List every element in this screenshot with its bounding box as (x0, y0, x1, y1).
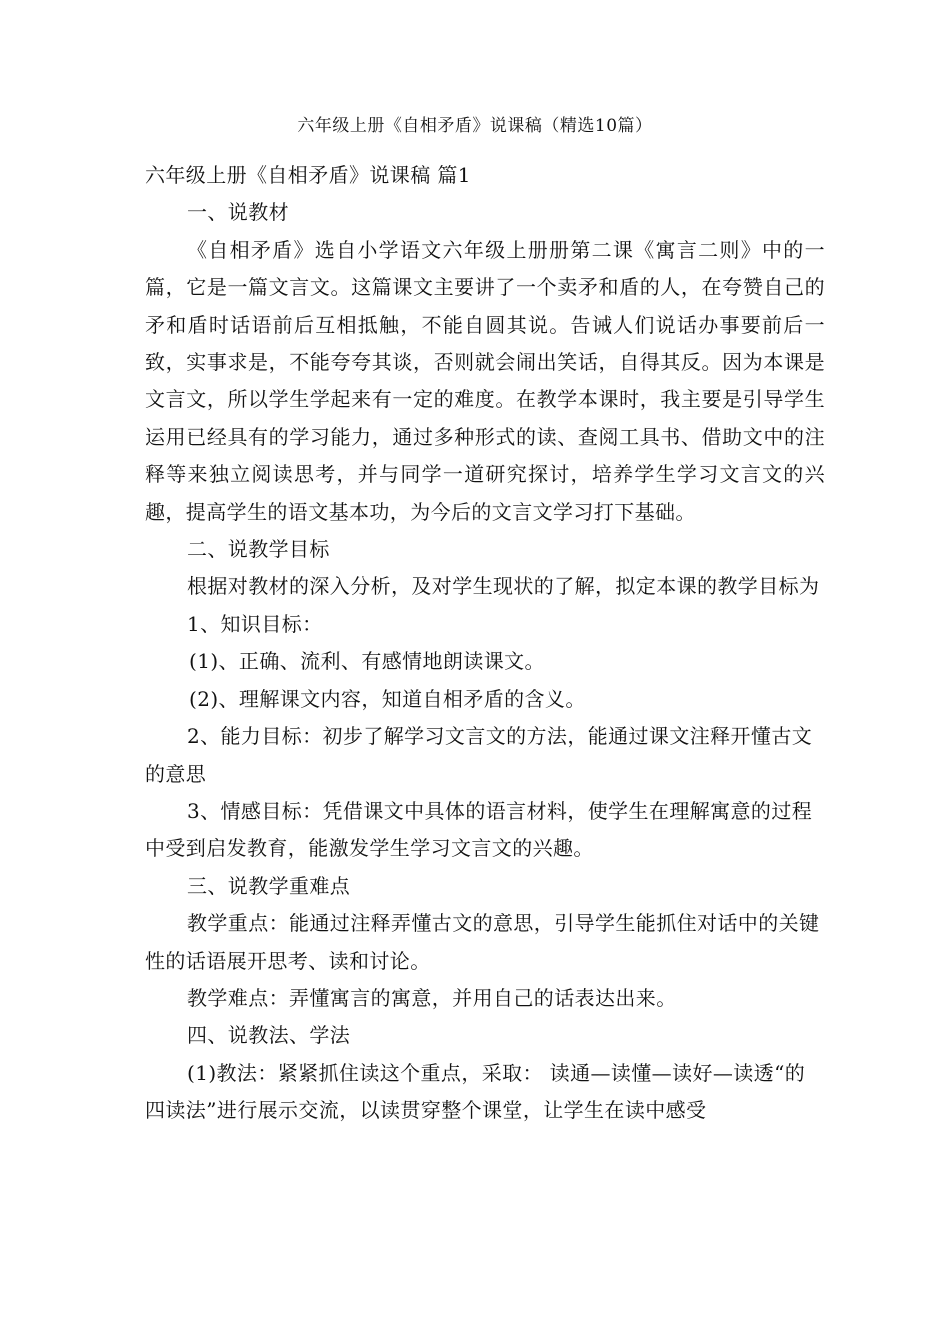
goal-emotion: 3、情感目标：凭借课文中具体的语言材料，使学生在理解寓意的过程中受到启发教育，能激发学生学习文言文的兴趣。 (145, 798, 813, 861)
section-heading-goals: 二、说教学目标 (187, 537, 330, 562)
goal-ability: 2、能力目标：初步了解学习文言文的方法，能通过课文注释开懂古文的意思 (145, 724, 813, 786)
section-heading-textbook: 一、说教材 (187, 200, 289, 225)
document-body (145, 157, 825, 1130)
section-heading-key-points: 三、说教学重难点 (187, 873, 351, 898)
document-title: 六年级上册《自相矛盾》说课稿（精选10篇） (297, 116, 653, 136)
goal-knowledge: 1、知识目标： (187, 611, 323, 636)
section-heading-methods: 四、说教法、学法 (187, 1023, 351, 1048)
goal-knowledge-1: (1)、正确、流利、有感情地朗读课文。 (189, 649, 545, 674)
paragraph-key-point: 教学重点：能通过注释弄懂古文的意思，引导学生能抓住对话中的关键性的话语展开思考、读和讨论。 (145, 911, 820, 973)
paragraph-teaching-method: (1)教法：紧紧抓住读这个重点，采取： 读通—读懂—读好—读透“的四读法”进行展示交流，以读贯穿整个课堂，让学生在读中感受 (145, 1060, 806, 1123)
article-heading: 六年级上册《自相矛盾》说课稿 篇1 (145, 163, 471, 187)
paragraph-difficulty: 教学难点：弄懂寓言的寓意，并用自己的话表达出来。 (187, 985, 677, 1010)
paragraph-goals-intro: 根据对教材的深入分析，及对学生现状的了解，拟定本课的教学目标为 (187, 574, 820, 599)
paragraph-textbook: 《自相矛盾》选自小学语文六年级上册册第二课《寓言二则》中的一篇，它是一篇文言文。这篇课文主要讲了一个卖矛和盾的人，在夸赞自己的矛和盾时话语前后互相抵触，不能自圆其说。告诫人们说话办事要前后一致，实事求是，不能夸夸其谈，否则就会闹出笑话，自得其反。因为本课是文言文，所以学生学起来有一定的难度。在教学本课时，我主要是引导学生运用已经具有的学习能力，通过多种形式的读、查阅工具书、借助文中的注释等来独立阅读思考，并与同学一道研究探讨，培养学生学习文言文的兴趣，提高学生的语文基本功，为今后的文言文学习打下基础。 (145, 237, 825, 524)
goal-knowledge-2: (2)、理解课文内容，知道自相矛盾的含义。 (189, 686, 586, 711)
